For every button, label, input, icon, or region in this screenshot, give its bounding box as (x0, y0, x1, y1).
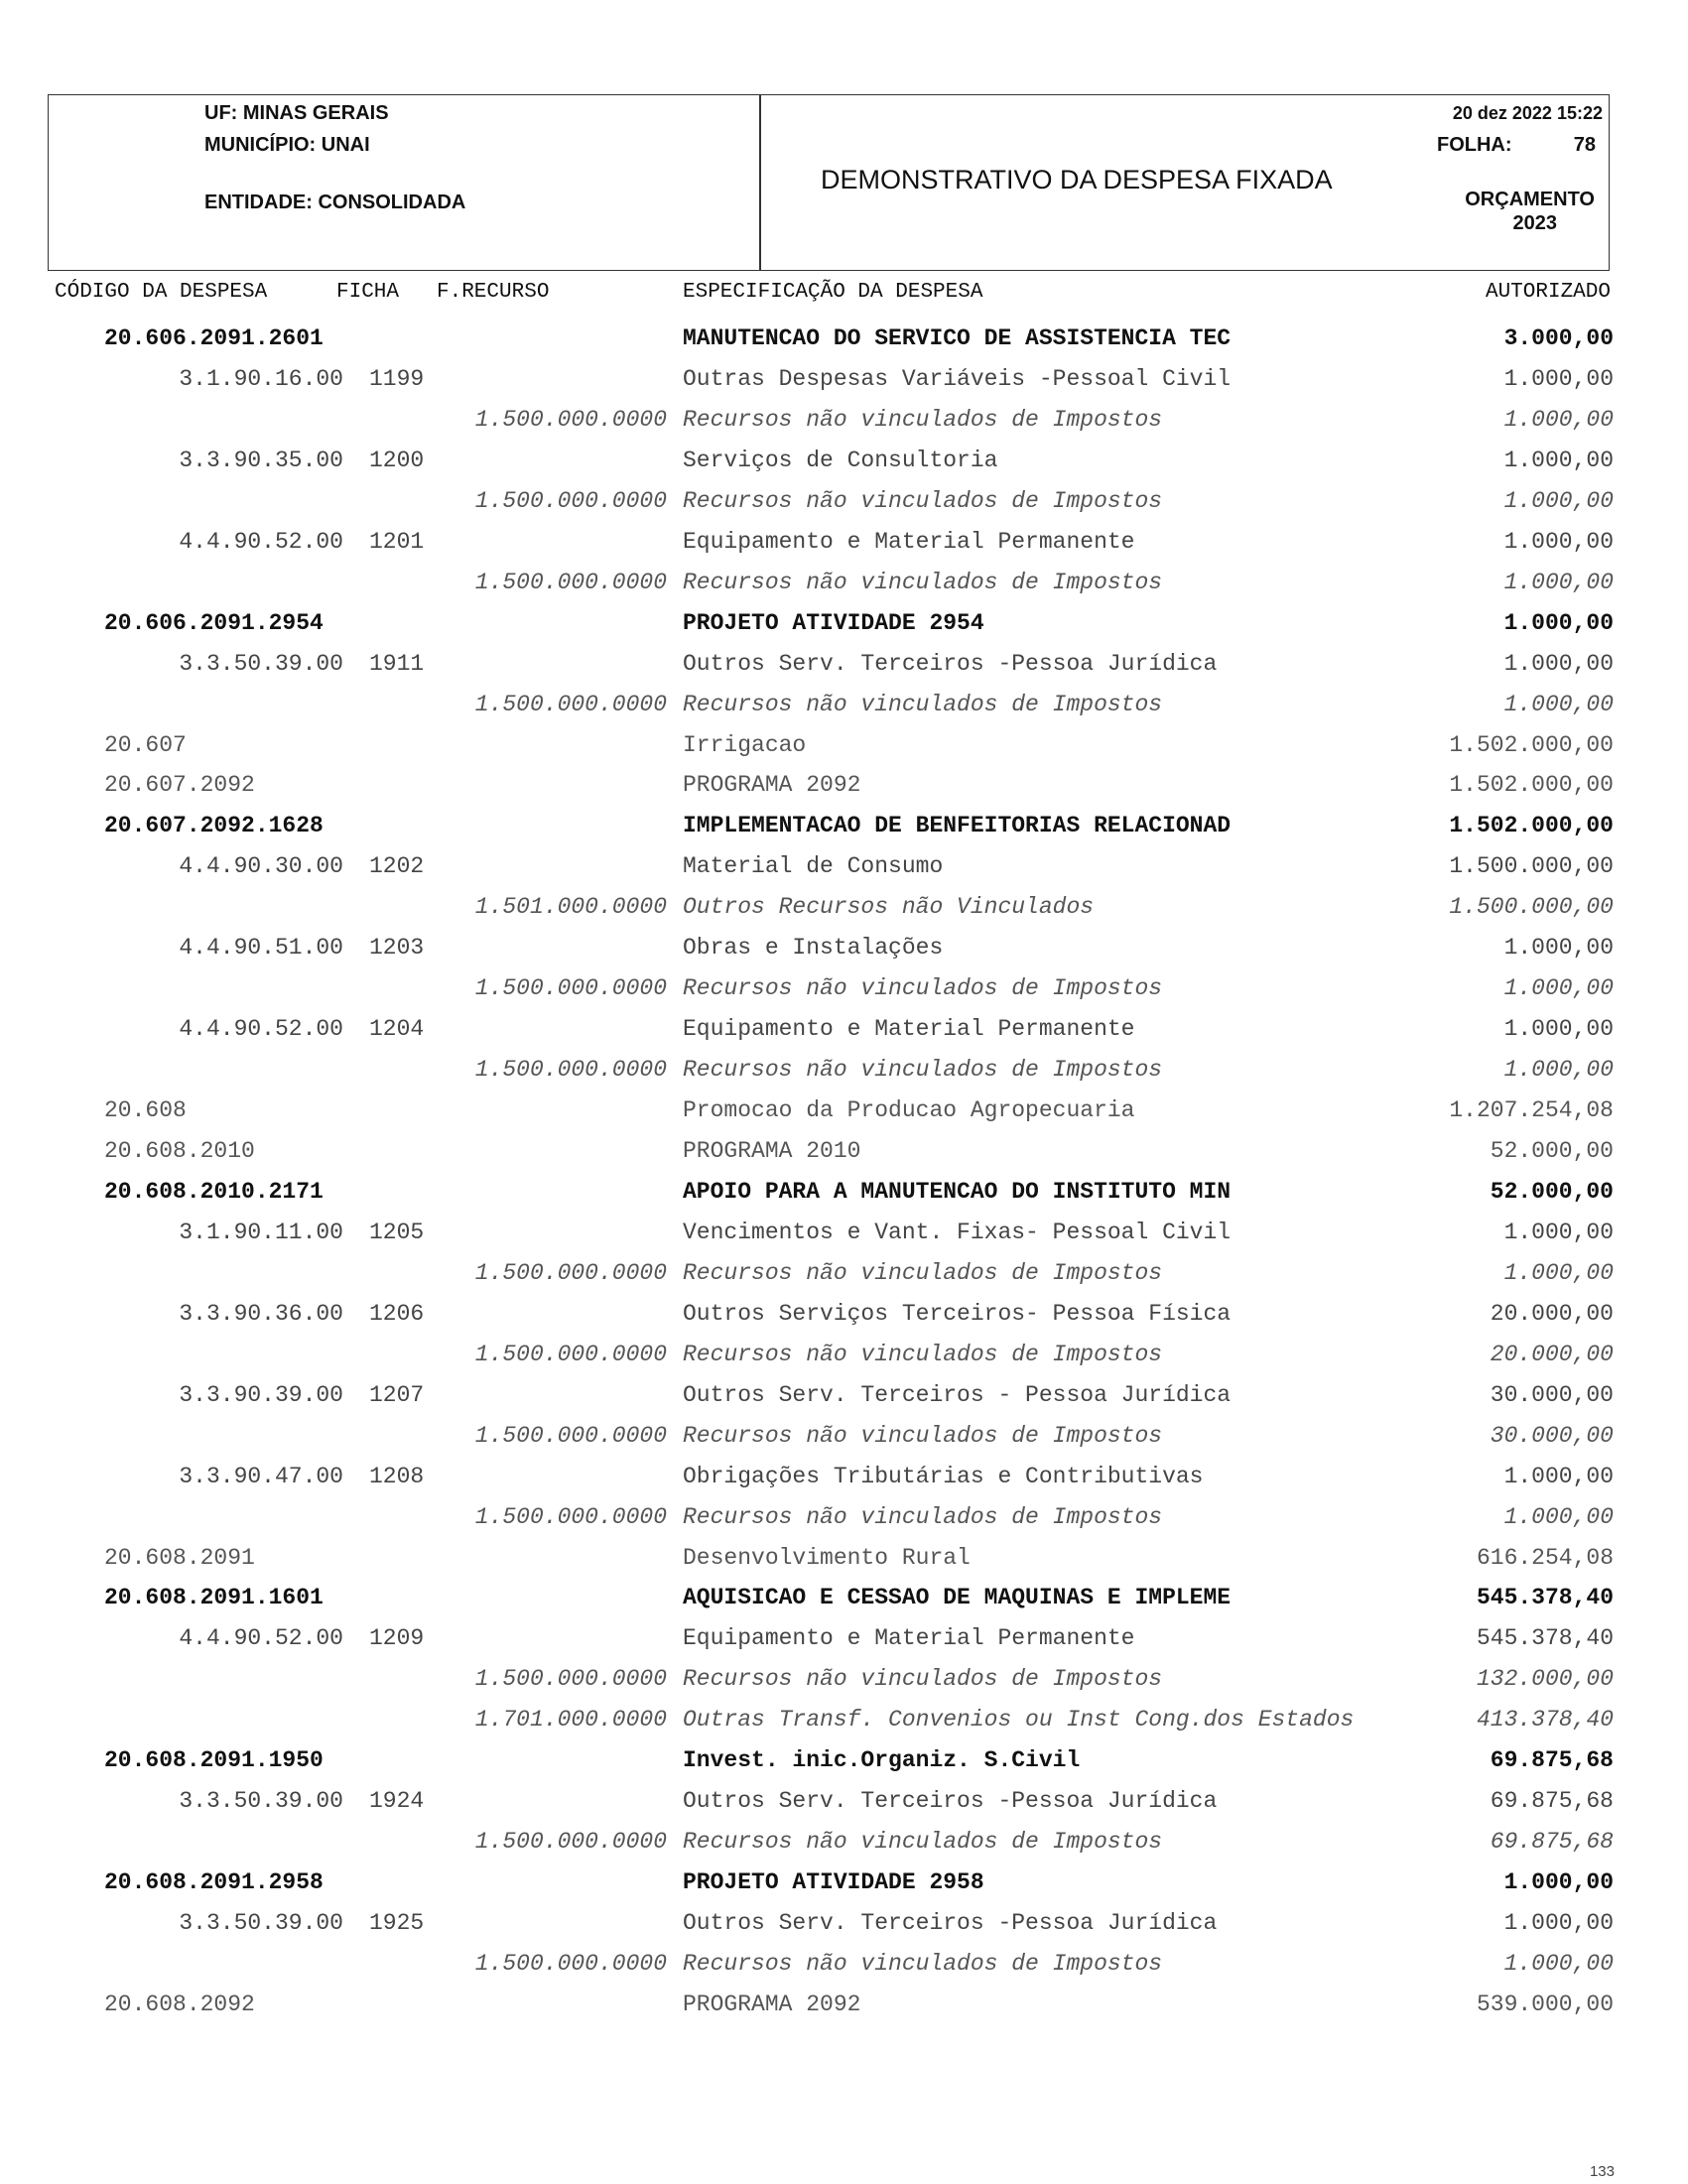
autorizado-cell: 1.000,00 (1503, 975, 1614, 1001)
ficha-cell: 1207 (369, 1382, 425, 1408)
codigo-cell: 20.608.2010 (104, 1138, 255, 1164)
autorizado-cell: 1.000,00 (1503, 366, 1614, 392)
ficha-cell: 1204 (369, 1016, 425, 1042)
especificacao-cell: Recursos não vinculados de Impostos (683, 407, 1163, 433)
autorizado-cell: 1.502.000,00 (1449, 732, 1614, 758)
codigo-cell: 3.1.90.16.00 (179, 366, 343, 392)
codigo-cell: 3.3.50.39.00 (179, 1910, 343, 1936)
autorizado-cell: 52.000,00 (1490, 1138, 1614, 1164)
table-row (0, 1174, 1688, 1210)
table-row (0, 1864, 1688, 1900)
autorizado-cell: 616.254,08 (1476, 1545, 1614, 1571)
especificacao-cell: AQUISICAO E CESSAO DE MAQUINAS E IMPLEME (683, 1585, 1232, 1610)
recurso-cell: 1.500.000.0000 (474, 570, 667, 595)
ficha-cell: 1202 (369, 853, 425, 879)
autorizado-cell: 1.000,00 (1503, 1910, 1614, 1936)
table-row (0, 565, 1688, 600)
autorizado-cell: 545.378,40 (1476, 1585, 1614, 1610)
ficha-cell: 1925 (369, 1910, 425, 1936)
codigo-cell: 20.607 (104, 732, 187, 758)
municipio-label: MUNICÍPIO: UNAI (204, 134, 370, 156)
codigo-cell: 3.3.90.36.00 (179, 1301, 343, 1327)
especificacao-cell: Outros Serviços Terceiros- Pessoa Física (683, 1301, 1232, 1327)
especificacao-cell: APOIO PARA A MANUTENCAO DO INSTITUTO MIN (683, 1179, 1232, 1205)
especificacao-cell: Recursos não vinculados de Impostos (683, 1057, 1163, 1083)
recurso-cell: 1.500.000.0000 (474, 1829, 667, 1855)
ficha-cell: 1203 (369, 935, 425, 961)
recurso-cell: 1.500.000.0000 (474, 1666, 667, 1692)
report-title: DEMONSTRATIVO DA DESPESA FIXADA (821, 165, 1333, 194)
autorizado-cell: 1.500.000,00 (1449, 894, 1614, 920)
especificacao-cell: Serviços de Consultoria (683, 448, 998, 473)
recurso-cell: 1.500.000.0000 (474, 407, 667, 433)
recurso-cell: 1.500.000.0000 (474, 1951, 667, 1977)
especificacao-cell: Outros Recursos não Vinculados (683, 894, 1095, 920)
especificacao-cell: Promocao da Producao Agropecuaria (683, 1097, 1135, 1123)
autorizado-cell: 69.875,68 (1490, 1747, 1614, 1773)
ficha-cell: 1206 (369, 1301, 425, 1327)
folha-label: FOLHA: (1437, 134, 1512, 156)
autorizado-cell: 1.502.000,00 (1449, 813, 1614, 838)
autorizado-cell: 1.000,00 (1503, 1464, 1614, 1489)
table-row (0, 483, 1688, 519)
table-row (0, 970, 1688, 1006)
codigo-cell: 20.608 (104, 1097, 187, 1123)
especificacao-cell: Recursos não vinculados de Impostos (683, 1504, 1163, 1530)
ficha-cell: 1205 (369, 1220, 425, 1245)
codigo-cell: 4.4.90.51.00 (179, 935, 343, 961)
table-row (0, 1215, 1688, 1250)
recurso-cell: 1.500.000.0000 (474, 488, 667, 514)
especificacao-cell: Outras Transf. Convenios ou Inst Cong.dos Estados (683, 1707, 1355, 1733)
especificacao-cell: Material de Consumo (683, 853, 944, 879)
table-row (0, 1987, 1688, 2022)
table-row (0, 727, 1688, 763)
ficha-cell: 1208 (369, 1464, 425, 1489)
folha-value: 78 (1573, 134, 1596, 156)
especificacao-cell: Recursos não vinculados de Impostos (683, 1666, 1163, 1692)
autorizado-cell: 1.000,00 (1503, 1016, 1614, 1042)
column-header-codigo: CÓDIGO DA DESPESA (55, 281, 268, 304)
especificacao-cell: Recursos não vinculados de Impostos (683, 1260, 1163, 1286)
table-row (0, 1702, 1688, 1737)
codigo-cell: 20.608.2091.1950 (104, 1747, 324, 1773)
table-row (0, 1946, 1688, 1982)
especificacao-cell: Equipamento e Material Permanente (683, 1016, 1135, 1042)
especificacao-cell: Recursos não vinculados de Impostos (683, 1423, 1163, 1449)
autorizado-cell: 69.875,68 (1490, 1829, 1614, 1855)
recurso-cell: 1.500.000.0000 (474, 1423, 667, 1449)
autorizado-cell: 1.000,00 (1503, 570, 1614, 595)
especificacao-cell: Outras Despesas Variáveis -Pessoal Civil (683, 366, 1232, 392)
table-row (0, 687, 1688, 722)
autorizado-cell: 1.000,00 (1503, 1869, 1614, 1895)
autorizado-cell: 1.000,00 (1503, 651, 1614, 677)
especificacao-cell: PROGRAMA 2092 (683, 772, 861, 798)
especificacao-cell: Desenvolvimento Rural (683, 1545, 971, 1571)
orcamento-year: 2023 (1512, 212, 1557, 234)
codigo-cell: 20.608.2010.2171 (104, 1179, 324, 1205)
orcamento-label: ORÇAMENTO (1465, 189, 1595, 210)
table-row (0, 321, 1688, 356)
autorizado-cell: 1.000,00 (1503, 529, 1614, 555)
table-row (0, 808, 1688, 843)
table-row (0, 1783, 1688, 1819)
autorizado-cell: 1.207.254,08 (1449, 1097, 1614, 1123)
table-row (0, 1418, 1688, 1454)
table-row (0, 1661, 1688, 1697)
autorizado-cell: 1.000,00 (1503, 692, 1614, 717)
page-number: 133 (1589, 2163, 1615, 2180)
autorizado-cell: 545.378,40 (1476, 1625, 1614, 1651)
column-header-recurso: F.RECURSO (437, 281, 550, 304)
table-row (0, 1742, 1688, 1778)
table-row (0, 1620, 1688, 1656)
recurso-cell: 1.500.000.0000 (474, 1342, 667, 1367)
especificacao-cell: Recursos não vinculados de Impostos (683, 1342, 1163, 1367)
autorizado-cell: 20.000,00 (1490, 1342, 1614, 1367)
table-row (0, 402, 1688, 438)
especificacao-cell: IMPLEMENTACAO DE BENFEITORIAS RELACIONAD (683, 813, 1232, 838)
autorizado-cell: 1.000,00 (1503, 407, 1614, 433)
especificacao-cell: Irrigacao (683, 732, 807, 758)
autorizado-cell: 1.000,00 (1503, 1504, 1614, 1530)
autorizado-cell: 1.000,00 (1503, 1951, 1614, 1977)
autorizado-cell: 1.000,00 (1503, 488, 1614, 514)
table-row (0, 1255, 1688, 1291)
table-row (0, 361, 1688, 397)
table-row (0, 1337, 1688, 1372)
especificacao-cell: Recursos não vinculados de Impostos (683, 975, 1163, 1001)
recurso-cell: 1.500.000.0000 (474, 1260, 667, 1286)
autorizado-cell: 1.502.000,00 (1449, 772, 1614, 798)
table-row (0, 889, 1688, 925)
autorizado-cell: 20.000,00 (1490, 1301, 1614, 1327)
especificacao-cell: Equipamento e Material Permanente (683, 529, 1135, 555)
codigo-cell: 4.4.90.52.00 (179, 529, 343, 555)
ficha-cell: 1209 (369, 1625, 425, 1651)
codigo-cell: 20.607.2092.1628 (104, 813, 324, 838)
especificacao-cell: Vencimentos e Vant. Fixas- Pessoal Civil (683, 1220, 1232, 1245)
autorizado-cell: 1.000,00 (1503, 448, 1614, 473)
autorizado-cell: 69.875,68 (1490, 1788, 1614, 1814)
autorizado-cell: 3.000,00 (1503, 325, 1614, 351)
table-row (0, 1377, 1688, 1413)
codigo-cell: 3.3.90.35.00 (179, 448, 343, 473)
especificacao-cell: Outros Serv. Terceiros - Pessoa Jurídica (683, 1382, 1232, 1408)
codigo-cell: 20.608.2091 (104, 1545, 255, 1571)
ficha-cell: 1201 (369, 529, 425, 555)
column-header-especificacao: ESPECIFICAÇÃO DA DESPESA (683, 281, 983, 304)
table-row (0, 1540, 1688, 1576)
column-header-ficha: FICHA (336, 281, 400, 304)
codigo-cell: 20.608.2091.1601 (104, 1585, 324, 1610)
codigo-cell: 3.3.50.39.00 (179, 651, 343, 677)
codigo-cell: 3.3.50.39.00 (179, 1788, 343, 1814)
autorizado-cell: 1.500.000,00 (1449, 853, 1614, 879)
especificacao-cell: Recursos não vinculados de Impostos (683, 488, 1163, 514)
codigo-cell: 3.3.90.47.00 (179, 1464, 343, 1489)
table-row (0, 646, 1688, 682)
especificacao-cell: Outros Serv. Terceiros -Pessoa Jurídica (683, 1910, 1218, 1936)
recurso-cell: 1.500.000.0000 (474, 975, 667, 1001)
autorizado-cell: 1.000,00 (1503, 610, 1614, 636)
column-header-autorizado: AUTORIZADO (1485, 281, 1611, 304)
table-row (0, 443, 1688, 478)
table-row (0, 1296, 1688, 1332)
especificacao-cell: Invest. inic.Organiz. S.Civil (683, 1747, 1081, 1773)
entidade-label: ENTIDADE: CONSOLIDADA (204, 192, 466, 213)
table-row (0, 930, 1688, 965)
autorizado-cell: 1.000,00 (1503, 1057, 1614, 1083)
especificacao-cell: MANUTENCAO DO SERVICO DE ASSISTENCIA TEC (683, 325, 1232, 351)
recurso-cell: 1.500.000.0000 (474, 1504, 667, 1530)
table-row (0, 1011, 1688, 1047)
recurso-cell: 1.701.000.0000 (474, 1707, 667, 1733)
table-row (0, 1052, 1688, 1088)
especificacao-cell: Recursos não vinculados de Impostos (683, 1829, 1163, 1855)
codigo-cell: 20.608.2091.2958 (104, 1869, 324, 1895)
autorizado-cell: 30.000,00 (1490, 1423, 1614, 1449)
codigo-cell: 20.608.2092 (104, 1991, 255, 2017)
codigo-cell: 4.4.90.52.00 (179, 1016, 343, 1042)
table-row (0, 524, 1688, 560)
table-row (0, 1499, 1688, 1535)
report-datetime: 20 dez 2022 15:22 (1452, 103, 1603, 123)
especificacao-cell: PROGRAMA 2092 (683, 1991, 861, 2017)
recurso-cell: 1.500.000.0000 (474, 692, 667, 717)
table-row (0, 1133, 1688, 1169)
especificacao-cell: Recursos não vinculados de Impostos (683, 692, 1163, 717)
especificacao-cell: PROJETO ATIVIDADE 2958 (683, 1869, 984, 1895)
especificacao-cell: Recursos não vinculados de Impostos (683, 570, 1163, 595)
especificacao-cell: Obras e Instalações (683, 935, 944, 961)
table-row (0, 1905, 1688, 1941)
ficha-cell: 1200 (369, 448, 425, 473)
ficha-cell: 1924 (369, 1788, 425, 1814)
uf-label: UF: MINAS GERAIS (204, 102, 389, 124)
recurso-cell: 1.500.000.0000 (474, 1057, 667, 1083)
autorizado-cell: 52.000,00 (1490, 1179, 1614, 1205)
autorizado-cell: 1.000,00 (1503, 1220, 1614, 1245)
table-row (0, 1459, 1688, 1494)
autorizado-cell: 132.000,00 (1476, 1666, 1614, 1692)
table-row (0, 1092, 1688, 1128)
codigo-cell: 3.3.90.39.00 (179, 1382, 343, 1408)
codigo-cell: 20.607.2092 (104, 772, 255, 798)
autorizado-cell: 413.378,40 (1476, 1707, 1614, 1733)
ficha-cell: 1199 (369, 366, 425, 392)
codigo-cell: 20.606.2091.2954 (104, 610, 324, 636)
ficha-cell: 1911 (369, 651, 425, 677)
autorizado-cell: 1.000,00 (1503, 935, 1614, 961)
table-row (0, 605, 1688, 641)
table-row (0, 1824, 1688, 1860)
codigo-cell: 4.4.90.52.00 (179, 1625, 343, 1651)
codigo-cell: 3.1.90.11.00 (179, 1220, 343, 1245)
especificacao-cell: PROJETO ATIVIDADE 2954 (683, 610, 984, 636)
especificacao-cell: Recursos não vinculados de Impostos (683, 1951, 1163, 1977)
codigo-cell: 20.606.2091.2601 (104, 325, 324, 351)
autorizado-cell: 1.000,00 (1503, 1260, 1614, 1286)
especificacao-cell: PROGRAMA 2010 (683, 1138, 861, 1164)
codigo-cell: 4.4.90.30.00 (179, 853, 343, 879)
especificacao-cell: Equipamento e Material Permanente (683, 1625, 1135, 1651)
especificacao-cell: Obrigações Tributárias e Contributivas (683, 1464, 1204, 1489)
especificacao-cell: Outros Serv. Terceiros -Pessoa Jurídica (683, 1788, 1218, 1814)
table-row (0, 767, 1688, 803)
autorizado-cell: 539.000,00 (1476, 1991, 1614, 2017)
recurso-cell: 1.501.000.0000 (474, 894, 667, 920)
autorizado-cell: 30.000,00 (1490, 1382, 1614, 1408)
table-row (0, 848, 1688, 884)
table-row (0, 1580, 1688, 1615)
especificacao-cell: Outros Serv. Terceiros -Pessoa Jurídica (683, 651, 1218, 677)
